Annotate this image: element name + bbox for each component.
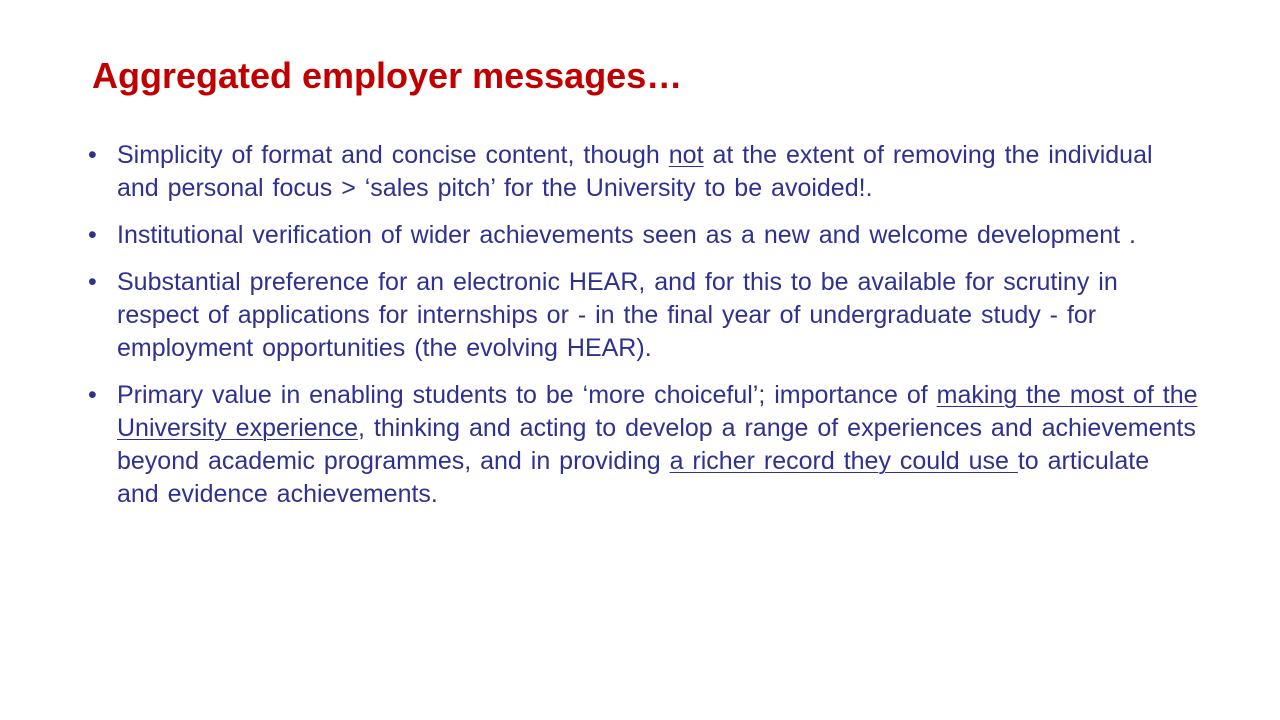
underlined-emphasis: a richer record they could use bbox=[669, 447, 1018, 475]
underlined-emphasis: making the most of the University experience bbox=[117, 381, 1198, 442]
bullet-marker: • bbox=[88, 268, 97, 296]
bullet-item bbox=[88, 139, 1198, 205]
bullet-marker: • bbox=[88, 381, 97, 409]
bullet-text-segment: Primary value in enabling students to be ‘more choiceful’; importance of bbox=[117, 381, 937, 409]
bullet-item bbox=[88, 219, 1198, 252]
bullet-text-segment: to articulate and evidence achievements. bbox=[117, 447, 1150, 508]
bullet-marker: • bbox=[88, 221, 97, 249]
bullet-item bbox=[88, 379, 1198, 511]
underlined-emphasis: not bbox=[668, 141, 704, 169]
bullet-text-segment: , thinking and acting to develop a range of experiences and achievements beyond academic programmes, and in providing bbox=[117, 414, 1196, 475]
bullet-list bbox=[88, 139, 1198, 525]
bullet-text-segment: at the extent of removing the individual and personal focus > ‘sales pitch’ for the University to be avoided!. bbox=[117, 141, 1153, 202]
bullet-text-segment: Substantial preference for an electronic HEAR, and for this to be available for scrutiny in respect of applications for internships or - in the final year of undergraduate study - for employment opportunities (the evolving HEAR). bbox=[117, 268, 1118, 362]
bullet-item bbox=[88, 266, 1198, 365]
bullet-text-segment: Institutional verification of wider achievements seen as a new and welcome development . bbox=[117, 221, 1136, 249]
bullet-marker: • bbox=[88, 141, 97, 169]
bullet-text-segment: Simplicity of format and concise content, though bbox=[117, 141, 669, 169]
slide-title: Aggregated employer messages… bbox=[92, 55, 683, 96]
